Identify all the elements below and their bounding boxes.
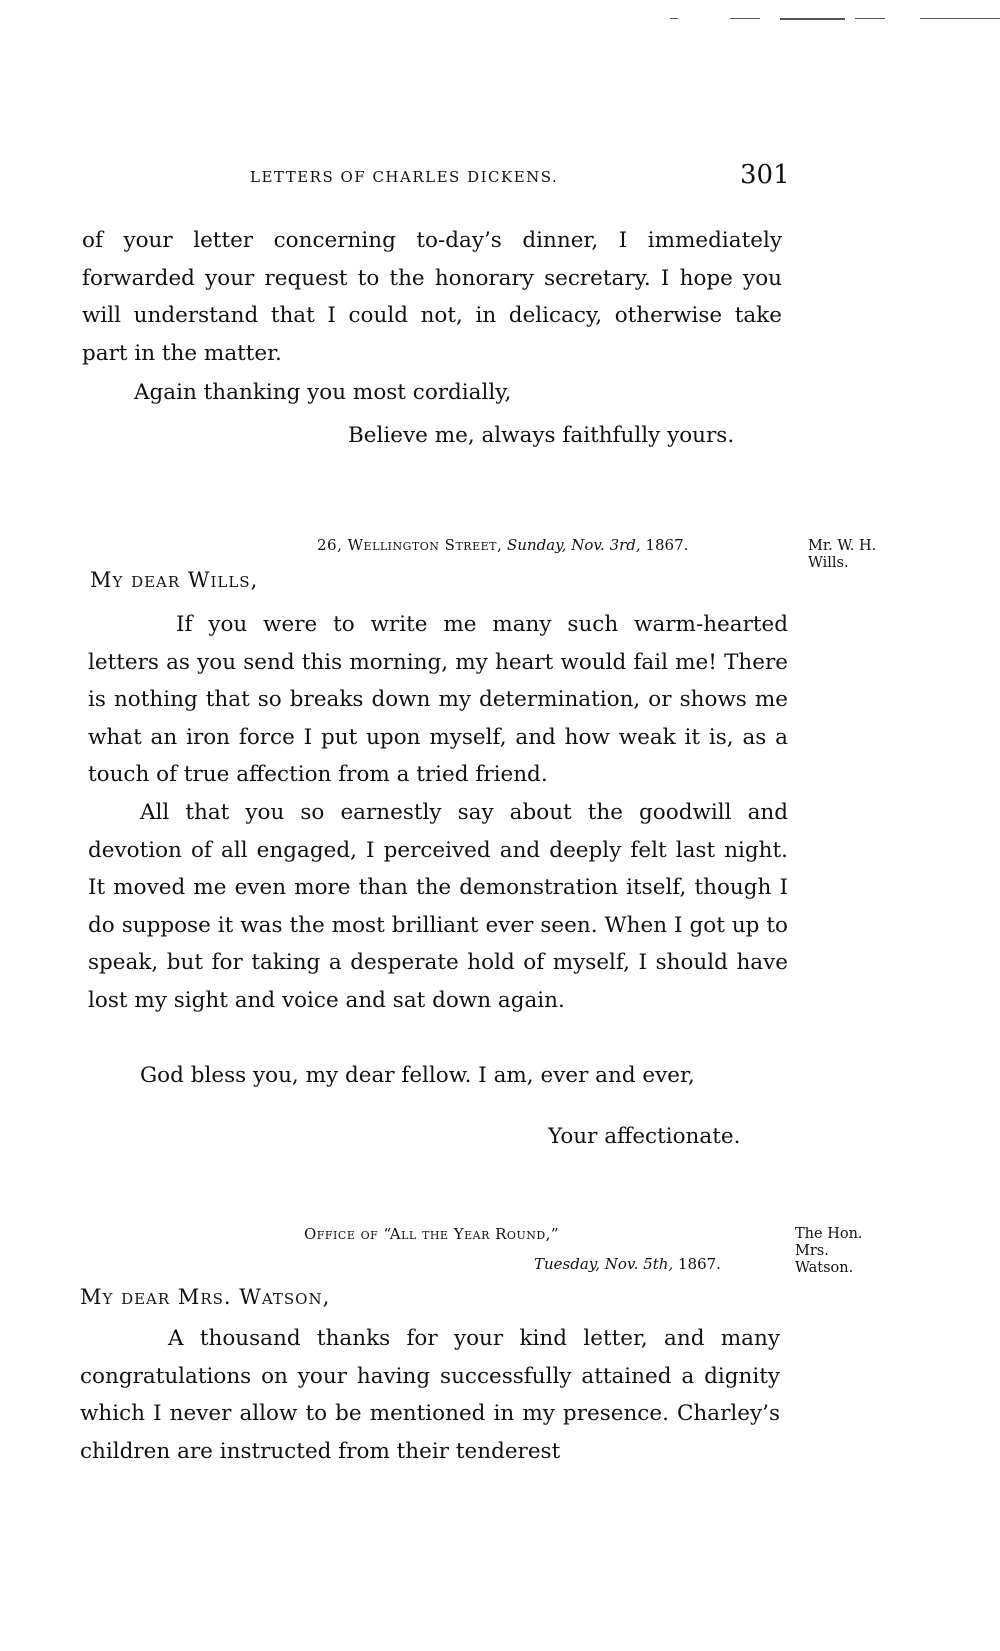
letter2-paragraph-1: If you were to write me many such warm-hearted letters as you send this morning, my heart would fail me! There is nothing that so breaks down my determination, or shows me what an iron force I put upon myself, and how weak it is, as a touch of true affection from a tried friend. [88,612,788,787]
letter2-year: 1867. [645,536,689,554]
letter2-address: 26, Wellington Street, [317,536,503,554]
letter1-paragraph: of your letter concerning to-day’s dinner, I immediately forwarded your request to the honorary secretary. I hope you will understand that I could not, in delicacy, otherwise take part in the matter. [82,228,782,366]
letter1-thanks: Again thanking you most cordially, [134,380,512,405]
letter3-date: Tuesday, Nov. 5th, [534,1255,674,1273]
letter2-paragraph-3: God bless you, my dear fellow. I am, ever and ever, [140,1063,695,1088]
letter3-paragraph: A thousand thanks for your kind letter, and many congratulations on your having successfully attained a dignity which I never allow to be mentioned in my presence. Charley’s children are instructed from their tenderest [80,1326,780,1464]
letter2-closing: Your affectionate. [548,1124,741,1149]
letter3-address: Office of “All the Year Round,” [304,1225,560,1243]
recipient-note-line: Watson. [795,1260,854,1276]
letter2-salutation: My dear Wills, [90,568,259,592]
recipient-note-line: The Hon. [795,1226,863,1242]
letter3-year: 1867. [677,1255,721,1273]
letter1-closing: Believe me, always faithfully yours. [348,423,735,448]
recipient-note-line: Mrs. [795,1243,829,1259]
letter3-salutation: My dear Mrs. Watson, [80,1285,331,1309]
letter2-paragraph-2: All that you so earnestly say about the goodwill and devotion of all engaged, I perceived and deeply felt last night. It moved me even more than the demonstration itself, though I do suppose it was the most brilliant ever seen. When I got up to speak, but for taking a desperate hold of myself, I should have lost my sight and voice and sat down again. [88,800,788,1013]
letter2-date: Sunday, Nov. 3rd, [507,536,641,554]
letter3-address-line [304,1225,559,1243]
running-title: LETTERS OF CHARLES DICKENS. [250,168,559,186]
letter2-dateline [317,536,688,554]
letter3-recipient-note [795,1226,885,1277]
scan-edge-marks [670,14,1000,22]
letter3-date-line [534,1255,721,1273]
page-number: 301 [740,160,790,190]
letter2-recipient-note: Mr. W. H. Wills. [808,538,877,571]
